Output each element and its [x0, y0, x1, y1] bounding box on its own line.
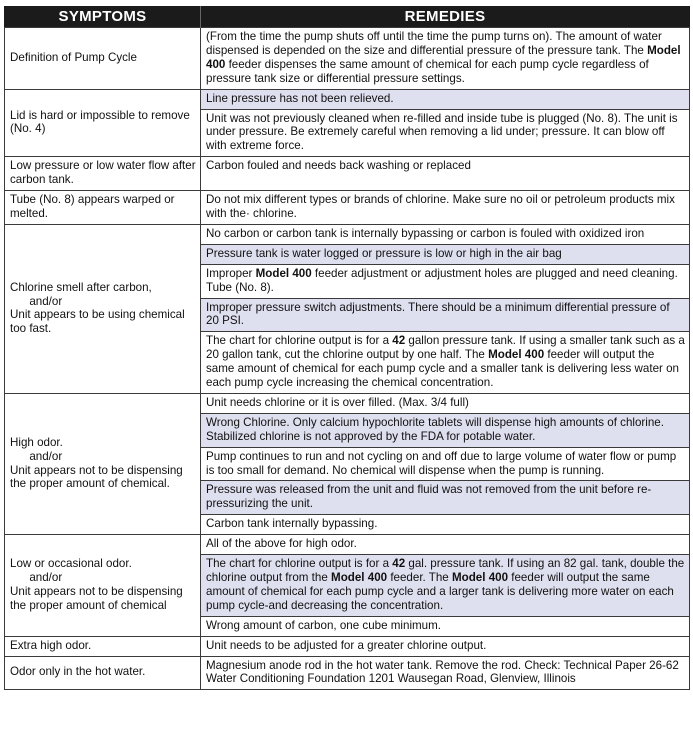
remedy-bold-text: Model 400 [488, 348, 545, 362]
table-row [5, 224, 690, 244]
symptom-cell [5, 656, 201, 690]
table-row [5, 89, 690, 109]
remedy-bold-text: 42 [392, 334, 406, 348]
remedy-text: The chart for chlorine output is for a [206, 557, 393, 571]
remedy-text: feeder. The [387, 571, 452, 584]
symptom-cell [5, 535, 201, 636]
table-row [5, 157, 690, 191]
remedy-cell [201, 616, 690, 636]
remedy-text: Pump continues to run and not cycling on and off due to large volume of water flow or pump is too small for demand. No chemical will dispense when the pump is running. [206, 449, 677, 477]
symptom-cell [5, 636, 201, 656]
remedy-bold-text: Model 400 [451, 571, 509, 584]
remedy-text: Carbon fouled and needs back washing or replaced [206, 159, 471, 173]
remedy-cell [201, 447, 690, 481]
remedy-text: Unit needs chlorine or it is over filled. (Max. 3/4 full) [206, 395, 469, 409]
remedy-text: Improper [206, 266, 256, 280]
remedies-header: REMEDIES [201, 7, 690, 28]
symptom-line: Extra high odor. [10, 638, 92, 652]
symptom-line: Unit appears not to be dispensing the proper amount of chemical. [10, 463, 186, 491]
remedy-text: Wrong amount of carbon, one cube minimum. [206, 618, 441, 632]
remedy-cell [201, 28, 690, 90]
header-row [5, 7, 690, 28]
remedy-cell [201, 264, 690, 298]
remedy-cell [201, 191, 690, 225]
remedy-bold-text: Model 400 [206, 43, 681, 71]
remedy-cell [201, 332, 690, 394]
remedy-cell [201, 555, 690, 617]
remedy-bold-text: 42 [392, 557, 406, 571]
remedy-cell [201, 157, 690, 191]
symptom-line: Tube (No. 8) appears warped or melted. [10, 193, 178, 220]
symptom-cell [5, 157, 201, 191]
symptom-line: High odor. [10, 435, 63, 449]
remedy-text: Unit needs to be adjusted for a greater chlorine output. [206, 638, 487, 652]
remedy-text: Magnesium anode rod in the hot water tank. Remove the rod. Check: Technical Paper 26-62 Water Conditioning Foundation 1201 Wausegan Road, Glenview, Illinois [206, 658, 679, 686]
remedy-text: feeder dispenses the same amount of chemical for each pump cycle regardless of pressure tank size or differential pressure settings. [206, 57, 649, 85]
remedy-cell [201, 656, 690, 690]
remedy-text: Line pressure has not been relieved. [206, 91, 394, 105]
remedy-text: Carbon tank internally bypassing. [206, 517, 378, 531]
remedy-text: All of the above for high odor. [206, 537, 357, 551]
remedy-cell [201, 636, 690, 656]
remedy-cell [201, 481, 690, 515]
remedy-text: Improper pressure switch adjustments. There should be a minimum differential pressure of 20 PSI. [206, 300, 670, 328]
remedy-text: Unit was not previously cleaned when re-filled and inside tube is plugged (No. 8). The unit is under pressure. Be extremely careful when removing a lid under; pressure. It can blow off with extreme force. [206, 111, 678, 153]
symptom-line: Unit appears to be using chemical too fast. [10, 308, 188, 336]
remedy-text: gallon pressure tank. If using a smaller tank such as a 20 gallon tank, cut the chlorine output by one half. The [206, 334, 685, 362]
troubleshooting-table [4, 6, 690, 690]
symptom-line: and/or [10, 571, 63, 584]
remedy-cell [201, 413, 690, 447]
remedy-cell [201, 535, 690, 555]
symptom-cell [5, 224, 201, 393]
table-row [5, 191, 690, 225]
symptom-line: Unit appears not to be dispensing the proper amount of chemical [10, 584, 186, 612]
remedy-text: gal. pressure tank. If using an 82 gal. tank, double the chlorine output from the [206, 557, 685, 584]
symptom-line: Lid is hard or impossible to remove (No. 4) [10, 108, 194, 136]
remedy-text: Do not mix different types or brands of chlorine. Make sure no oil or petroleum products mix with the· chlorine. [206, 193, 675, 220]
table-body [5, 28, 690, 690]
symptoms-header: SYMPTOMS [5, 7, 201, 28]
symptom-cell [5, 28, 201, 90]
table-row [5, 535, 690, 555]
remedy-cell [201, 298, 690, 332]
table-row [5, 656, 690, 690]
remedy-bold-text: Model 400 [331, 571, 388, 584]
remedy-text: Pressure was released from the unit and fluid was not removed from the unit before re-pressurizing the unit. [206, 483, 652, 511]
table-row [5, 636, 690, 656]
symptom-line: and/or [10, 449, 63, 463]
remedy-text: Wrong Chlorine. Only calcium hypochlorite tablets will dispense high amounts of chlorine. Stabilized chlorine is not approved by the FDA for potable water. [206, 415, 664, 443]
remedy-text: The chart for chlorine output is for a [206, 334, 393, 348]
symptom-cell [5, 191, 201, 225]
remedy-text: (From the time the pump shuts off until the time the pump turns on). The amount of water dispensed is depended on the size and differential pressure of the pressure tank. The [206, 30, 662, 57]
symptom-line: Low pressure or low water flow after carbon tank. [10, 159, 199, 187]
remedy-bold-text: Model 400 [255, 266, 312, 280]
remedy-text: feeder will output the same amount of chemical for each pump cycle and a larger tank is delivering more water on each pump cycle-and decreasing the concentration. [206, 571, 674, 612]
symptom-line: Definition of Pump Cycle [10, 50, 137, 64]
remedy-cell [201, 244, 690, 264]
remedy-text: feeder will output the same amount of chemical for each pump cycle and a smaller tank is delivering less water on each pump cycle increasing the chemical concentration. [206, 348, 679, 390]
symptom-cell [5, 89, 201, 157]
remedy-cell [201, 109, 690, 157]
symptom-line: Odor only in the hot water. [10, 665, 146, 679]
symptom-line: Chlorine smell after carbon, [10, 280, 152, 294]
remedy-cell [201, 515, 690, 535]
symptom-line: and/or [10, 294, 63, 308]
remedy-text: feeder adjustment or adjustment holes are plugged and need cleaning. Tube (No. 8). [206, 266, 678, 294]
remedy-cell [201, 224, 690, 244]
remedy-text: Pressure tank is water logged or pressure is low or high in the air bag [206, 246, 562, 260]
symptom-line: Low or occasional odor. [10, 557, 132, 571]
table-row [5, 393, 690, 413]
remedy-cell [201, 393, 690, 413]
troubleshooting-table-container [4, 6, 690, 690]
remedy-cell [201, 89, 690, 109]
remedy-text: No carbon or carbon tank is internally bypassing or carbon is fouled with oxidized iron [206, 226, 645, 240]
table-row [5, 28, 690, 90]
symptom-cell [5, 393, 201, 534]
